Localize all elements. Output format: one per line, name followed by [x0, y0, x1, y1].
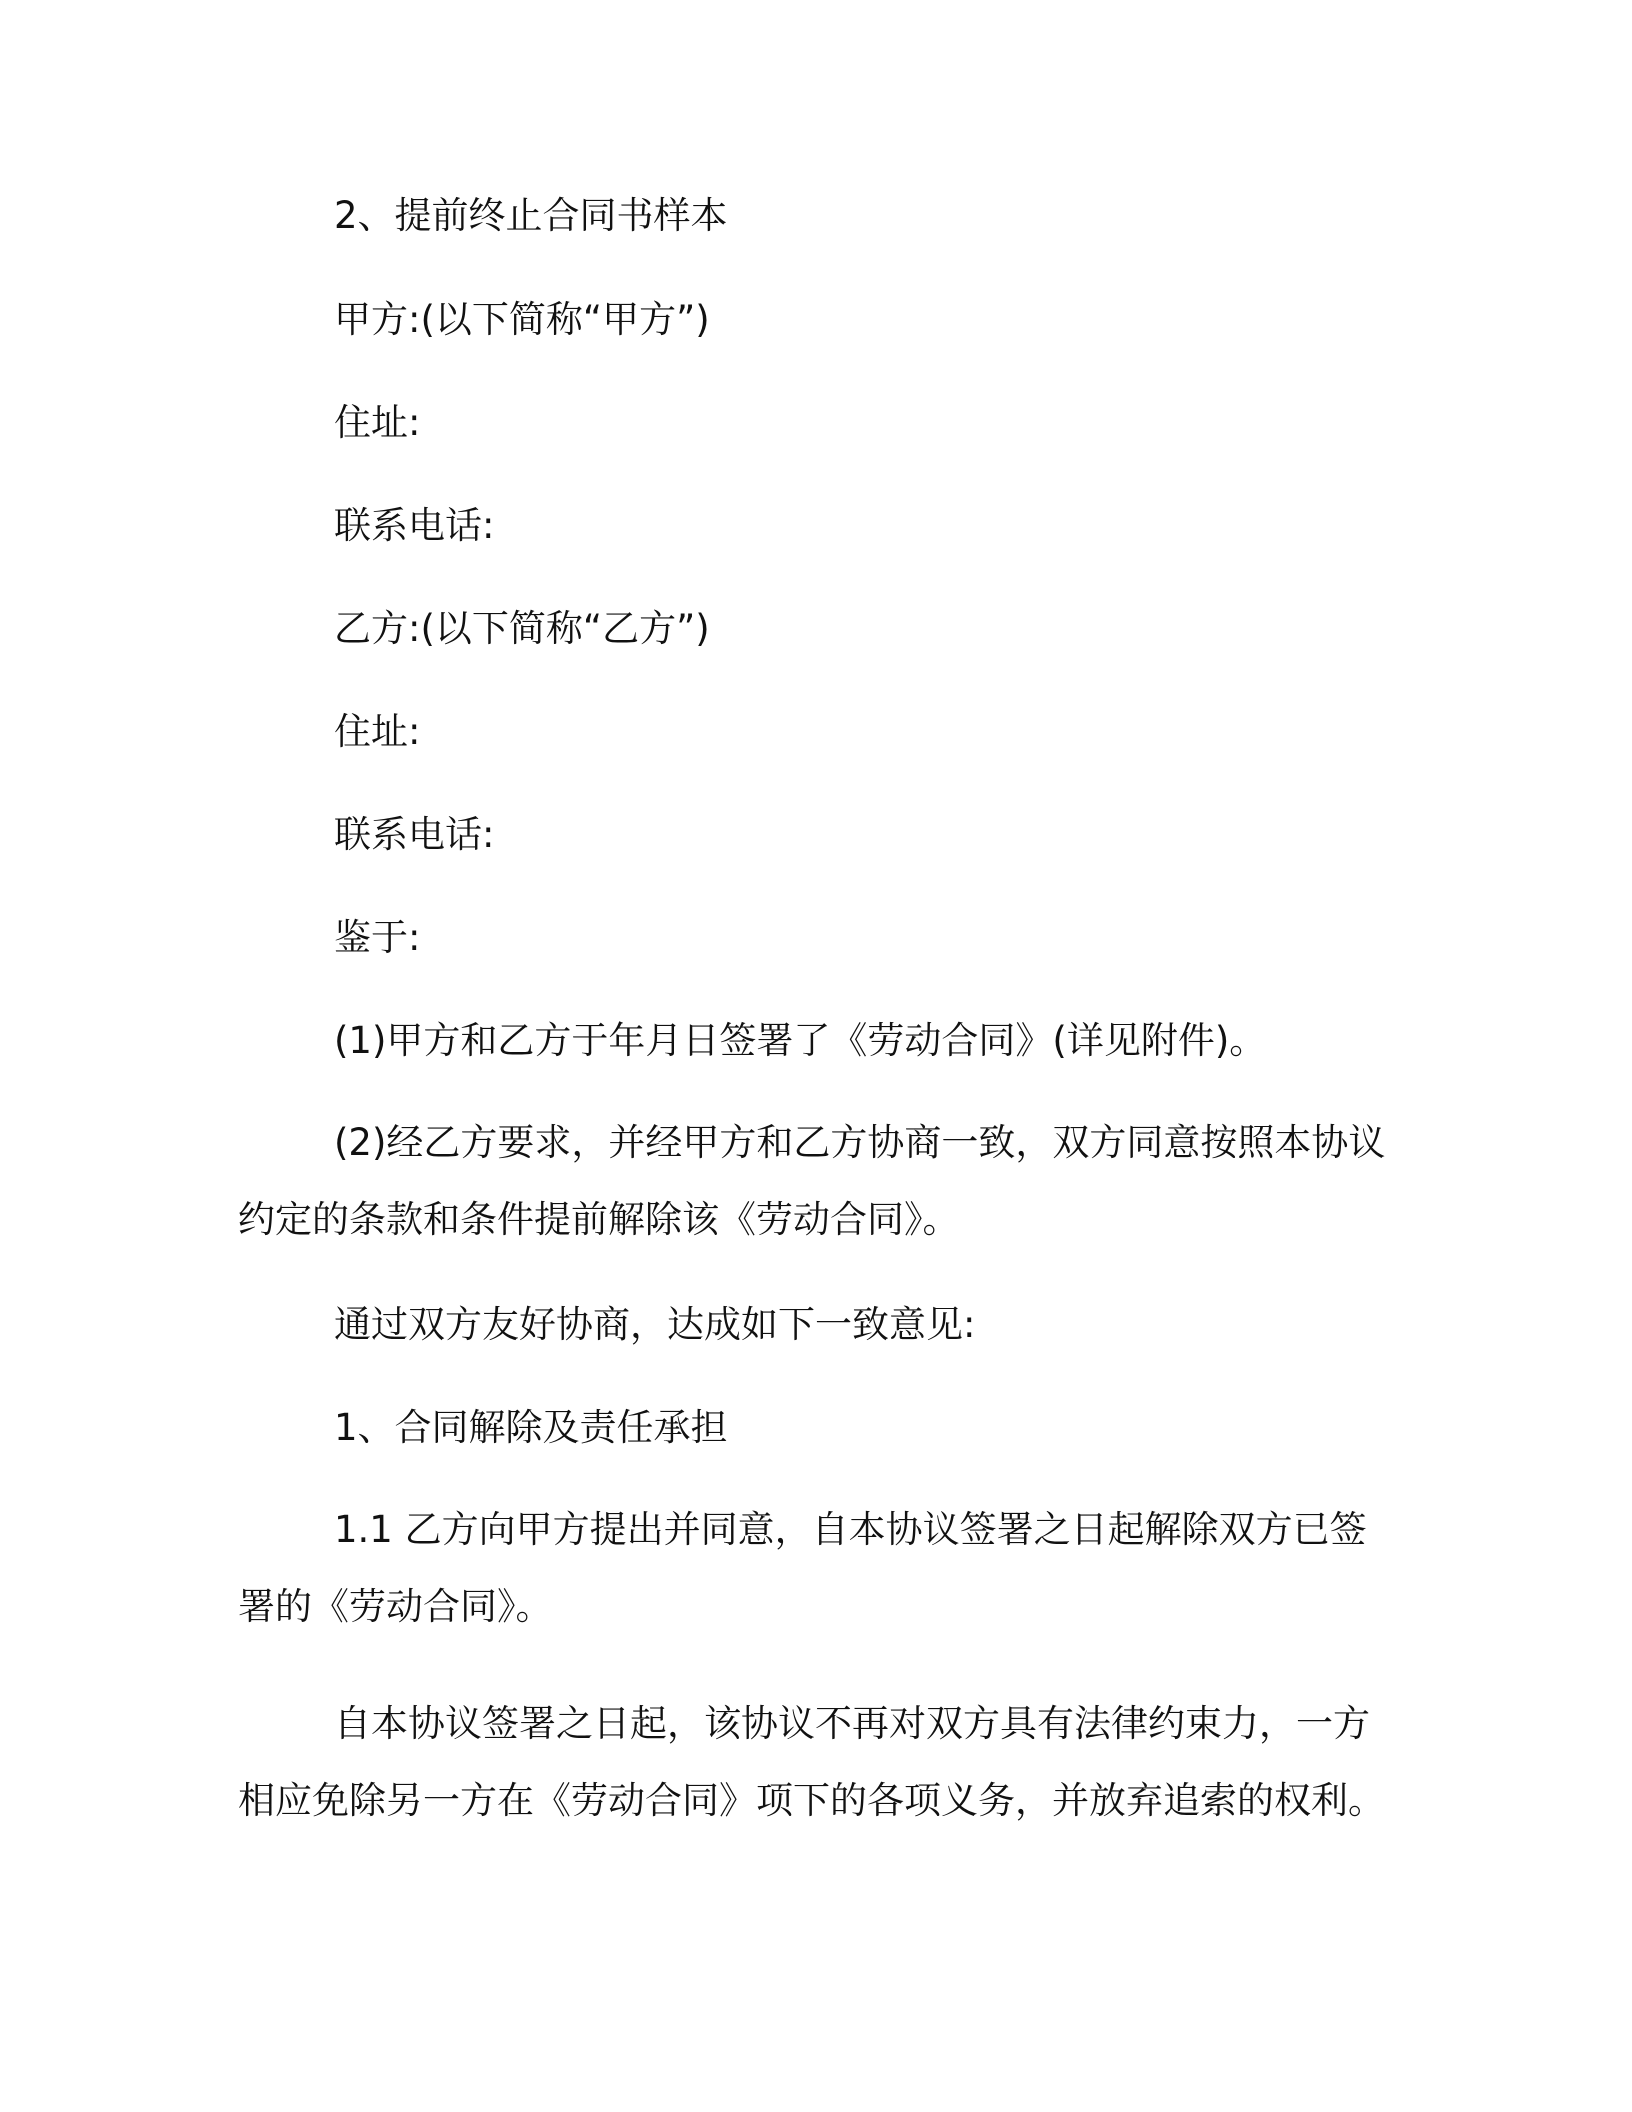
recital-1: (1)甲方和乙方于年月日签署了《劳动合同》(详见附件)。 — [334, 1019, 1267, 1062]
party-a-address: 住址: — [334, 401, 421, 444]
clause-1-1: 1.1 乙方向甲方提出并同意，自本协议签署之日起解除双方已签署的《劳动合同》。 — [238, 1508, 1367, 1628]
section-heading: 2、提前终止合同书样本 — [334, 194, 728, 237]
party-a-phone: 联系电话: — [334, 504, 495, 547]
whereas-heading: 鉴于: — [334, 916, 421, 959]
party-b-address: 住址: — [334, 710, 421, 753]
party-a-line: 甲方:(以下简称“甲方”) — [334, 298, 710, 341]
agreement-intro: 通过双方友好协商，达成如下一致意见: — [334, 1303, 976, 1346]
recital-2: (2)经乙方要求，并经甲方和乙方协商一致，双方同意按照本协议约定的条款和条件提前解除该《劳动合同》。 — [238, 1121, 1386, 1241]
party-b-line: 乙方:(以下简称“乙方”) — [334, 607, 710, 650]
clause-1-1-effect: 自本协议签署之日起，该协议不再对双方具有法律约束力，一方相应免除另一方在《劳动合同》项下的各项义务，并放弃追索的权利。 — [238, 1702, 1385, 1822]
clause-1-heading: 1、合同解除及责任承担 — [334, 1406, 728, 1449]
party-b-phone: 联系电话: — [334, 813, 495, 856]
